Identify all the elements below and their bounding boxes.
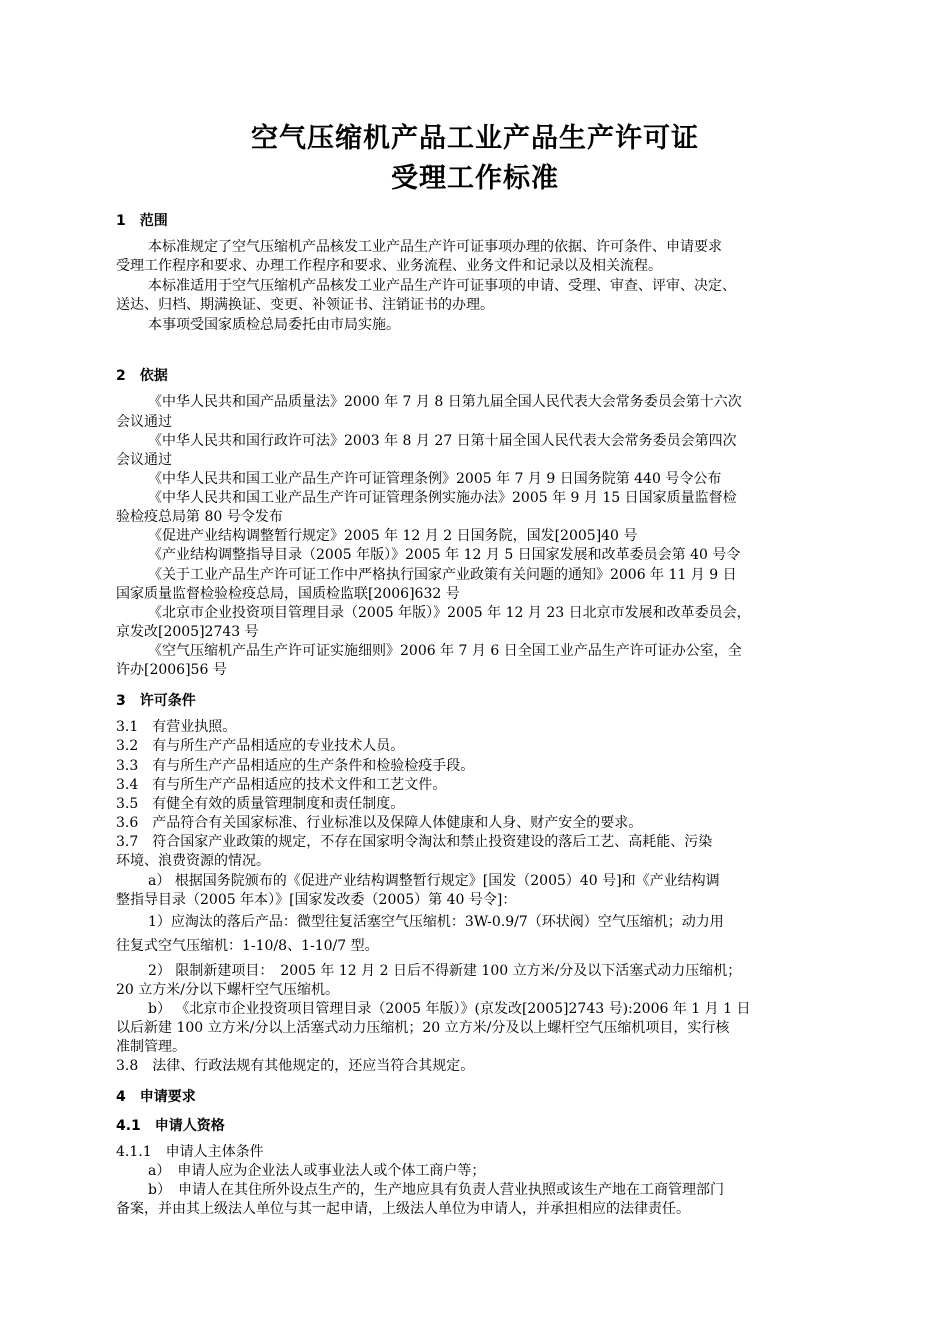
restricted-projects: 2） 限制新建项目： 2005 年 12 月 2 日后不得新建 100 立方米/分及以下活塞式动力压缩机；	[148, 963, 742, 979]
basis-item: 《空气压缩机产品生产许可证实施细则》2006 年 7 月 6 日全国工业产品生产许可证办公室，全	[148, 643, 742, 659]
condition-item: 3.3 有与所生产产品相适应的生产条件和检验检疫手段。	[116, 758, 475, 774]
condition-item: 3.7 符合国家产业政策的规定，不存在国家明令淘汰和禁止投资建设的落后工艺、高耗能、污染	[116, 834, 713, 850]
basis-item-cont: 会议通过	[116, 414, 172, 430]
document-title-line2: 受理工作标准	[391, 163, 559, 194]
section-4-heading: 4 申请要求	[116, 1089, 196, 1105]
eliminated-products-cont: 往复式空气压缩机：1-10/8、1-10/7 型。	[116, 938, 379, 954]
s1-paragraph-2: 本标准适用于空气压缩机产品核发工业产品生产许可证事项的申请、受理、审查、评审、决定、	[148, 278, 736, 294]
s1-paragraph-3: 本事项受国家质检总局委托由市局实施。	[148, 317, 400, 333]
policy-clause-b-cont: 准制管理。	[116, 1039, 186, 1055]
applicant-condition-a: a） 申请人应为企业法人或事业法人或个体工商户等；	[148, 1163, 486, 1179]
policy-clause-b-cont: 以后新建 100 立方米/分以上活塞式动力压缩机；20 立方米/分及以上螺杆空气压缩机项目，实行核	[116, 1020, 730, 1036]
condition-item-cont: 环境、浪费资源的情况。	[116, 853, 270, 869]
s1-paragraph-1-cont: 受理工作程序和要求、办理工作程序和要求、业务流程、业务文件和记录以及相关流程。	[116, 258, 662, 274]
basis-item-cont: 许办[2006]56 号	[116, 662, 227, 678]
s1-paragraph-1: 本标准规定了空气压缩机产品核发工业产品生产许可证事项办理的依据、许可条件、申请要求	[148, 239, 722, 255]
applicant-condition-b: b） 申请人在其住所外设点生产的，生产地应具有负责人营业执照或该生产地在工商管理部门	[148, 1182, 724, 1198]
basis-item: 《中华人民共和国工业产品生产许可证管理条例》2005 年 7 月 9 日国务院第 440 号令公布	[148, 471, 722, 487]
condition-item: 3.6 产品符合有关国家标准、行业标准以及保障人体健康和人身、财产安全的要求。	[116, 815, 643, 831]
basis-item: 《关于工业产品生产许可证工作中严格执行国家产业政策有关问题的通知》2006 年 11 月 9 日	[148, 567, 737, 583]
basis-item: 《产业结构调整指导目录（2005 年版）》2005 年 12 月 5 日国家发展和改革委员会第 40 号令	[148, 547, 741, 563]
basis-item: 《北京市企业投资项目管理目录（2005 年版）》2005 年 12 月 23 日北京市发展和改革委员会，	[148, 605, 751, 621]
basis-item: 《中华人民共和国行政许可法》2003 年 8 月 27 日第十届全国人民代表大会常务委员会第四次	[148, 433, 737, 449]
applicant-condition-b-cont: 备案，并由其上级法人单位与其一起申请，上级法人单位为申请人，并承担相应的法律责任。	[116, 1201, 690, 1217]
section-4-1-heading: 4.1 申请人资格	[116, 1118, 225, 1134]
basis-item: 《中华人民共和国工业产品生产许可证管理条例实施办法》2005 年 9 月 15 日国家质量监督检	[148, 490, 737, 506]
section-1-heading: 1 范围	[116, 213, 168, 229]
basis-item: 《中华人民共和国产品质量法》2000 年 7 月 8 日第九届全国人民代表大会常务委员会第十六次	[148, 394, 742, 410]
condition-item: 3.2 有与所生产产品相适应的专业技术人员。	[116, 738, 405, 754]
policy-clause-b: b） 《北京市企业投资项目管理目录（2005 年版）》(京发改[2005]2743 号):2006 年 1 月 1 日	[148, 1001, 751, 1017]
condition-item: 3.8 法律、行政法规有其他规定的，还应当符合其规定。	[116, 1058, 475, 1074]
basis-item-cont: 会议通过	[116, 452, 172, 468]
policy-clause-a-cont: 整指导目录（2005 年本）》[国家发改委（2005）第 40 号令]：	[116, 892, 517, 908]
restricted-projects-cont: 20 立方米/分以下螺杆空气压缩机。	[116, 982, 339, 998]
s1-paragraph-2-cont: 送达、归档、期满换证、变更、补领证书、注销证书的办理。	[116, 297, 494, 313]
eliminated-products: 1）应淘汰的落后产品：微型往复活塞空气压缩机：3W-0.9/7（环状阀）空气压缩机；动力用	[148, 914, 724, 930]
section-3-heading: 3 许可条件	[116, 693, 196, 709]
basis-item: 《促进产业结构调整暂行规定》2005 年 12 月 2 日国务院，国发[2005]40 号	[148, 528, 638, 544]
policy-clause-a: a） 根据国务院颁布的《促进产业结构调整暂行规定》[国发（2005）40 号]和《产业结构调	[148, 873, 720, 889]
condition-item: 3.4 有与所生产产品相适应的技术文件和工艺文件。	[116, 777, 447, 793]
document-title-line1: 空气压缩机产品工业产品生产许可证	[251, 123, 699, 154]
basis-item-cont: 国家质量监督检验检疫总局，国质检监联[2006]632 号	[116, 586, 460, 602]
condition-item: 3.1 有营业执照。	[116, 719, 237, 735]
section-2-heading: 2 依据	[116, 368, 168, 384]
applicant-condition-title: 4.1.1 申请人主体条件	[116, 1144, 264, 1160]
basis-item-cont: 京发改[2005]2743 号	[116, 624, 259, 640]
basis-item-cont: 验检疫总局第 80 号令发布	[116, 509, 283, 525]
condition-item: 3.5 有健全有效的质量管理制度和责任制度。	[116, 796, 405, 812]
